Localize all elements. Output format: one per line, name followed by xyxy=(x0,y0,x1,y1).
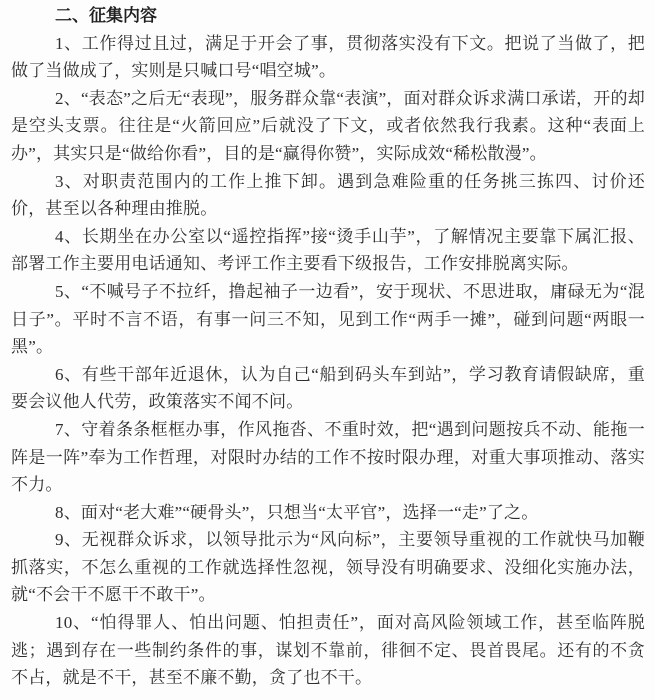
paragraph: 2、“表态”之后无“表现”，服务群众靠“表演”，面对群众诉求满口承诺，开的却是空头支票。往往是“火箭回应”后就没了下文，或者依然我行我素。这种“表面上办”，其实只是“做给你看”，目的是“赢得你赞”，实际成效“稀松散漫”。 xyxy=(11,88,645,163)
paragraph: 3、对职责范围内的工作上推下卸。遇到急难险重的任务挑三拣四、讨价还价，甚至以各种理由推脱。 xyxy=(11,171,645,219)
paragraph: 10、“怕得罪人、怕出问题、怕担责任”，面对高风险领域工作，甚至临阵脱逃；遇到存在一些制约条件的事，谋划不靠前，徘徊不定、畏首畏尾。还有的不贪不占，就是不干，甚至不廉不勤，贪了也不干。 xyxy=(11,613,645,688)
paragraph: 7、守着条条框框办事，作风拖沓、不重时效，把“遇到问题按兵不动、能拖一阵是一阵”奉为工作哲理，对限时办结的工作不按时限办理，对重大事项推动、落实不力。 xyxy=(11,419,645,495)
paragraph: 8、面对“老大难”“硬骨头”，只想当“太平官”，选择一“走”了之。 xyxy=(55,502,539,522)
paragraph: 5、“不喊号子不拉纤，撸起袖子一边看”，安于现状、不思进取，庸碌无为“混日子”。平时不言不语，有事一问三不知，见到工作“两手一摊”，碰到问题“两眼一黑”。 xyxy=(11,281,645,357)
section-heading: 二、征集内容 xyxy=(55,6,157,25)
paragraph-list xyxy=(11,30,645,692)
paragraph: 4、长期坐在办公室以“遥控指挥”接“烫手山芋”，了解情况主要靠下属汇报、部署工作主要用电话通知、考评工作主要看下级报告，工作安排脱离实际。 xyxy=(11,226,645,274)
paragraph: 9、无视群众诉求，以领导批示为“风向标”，主要领导重视的工作就快马加鞭抓落实，不怎么重视的工作就选择性忽视，领导没有明确要求、没细化实施办法，就“不会干不愿干不敢干”。 xyxy=(11,530,645,605)
paragraph: 1、工作得过且过，满足于开会了事，贯彻落实没有下文。把说了当做了，把做了当做成了，实则是只喊口号“唱空城”。 xyxy=(11,33,645,81)
paragraph: 6、有些干部年近退休，认为自己“船到码头车到站”，学习教育请假缺席，重要会议他人代劳，政策落实不闻不问。 xyxy=(11,364,645,412)
